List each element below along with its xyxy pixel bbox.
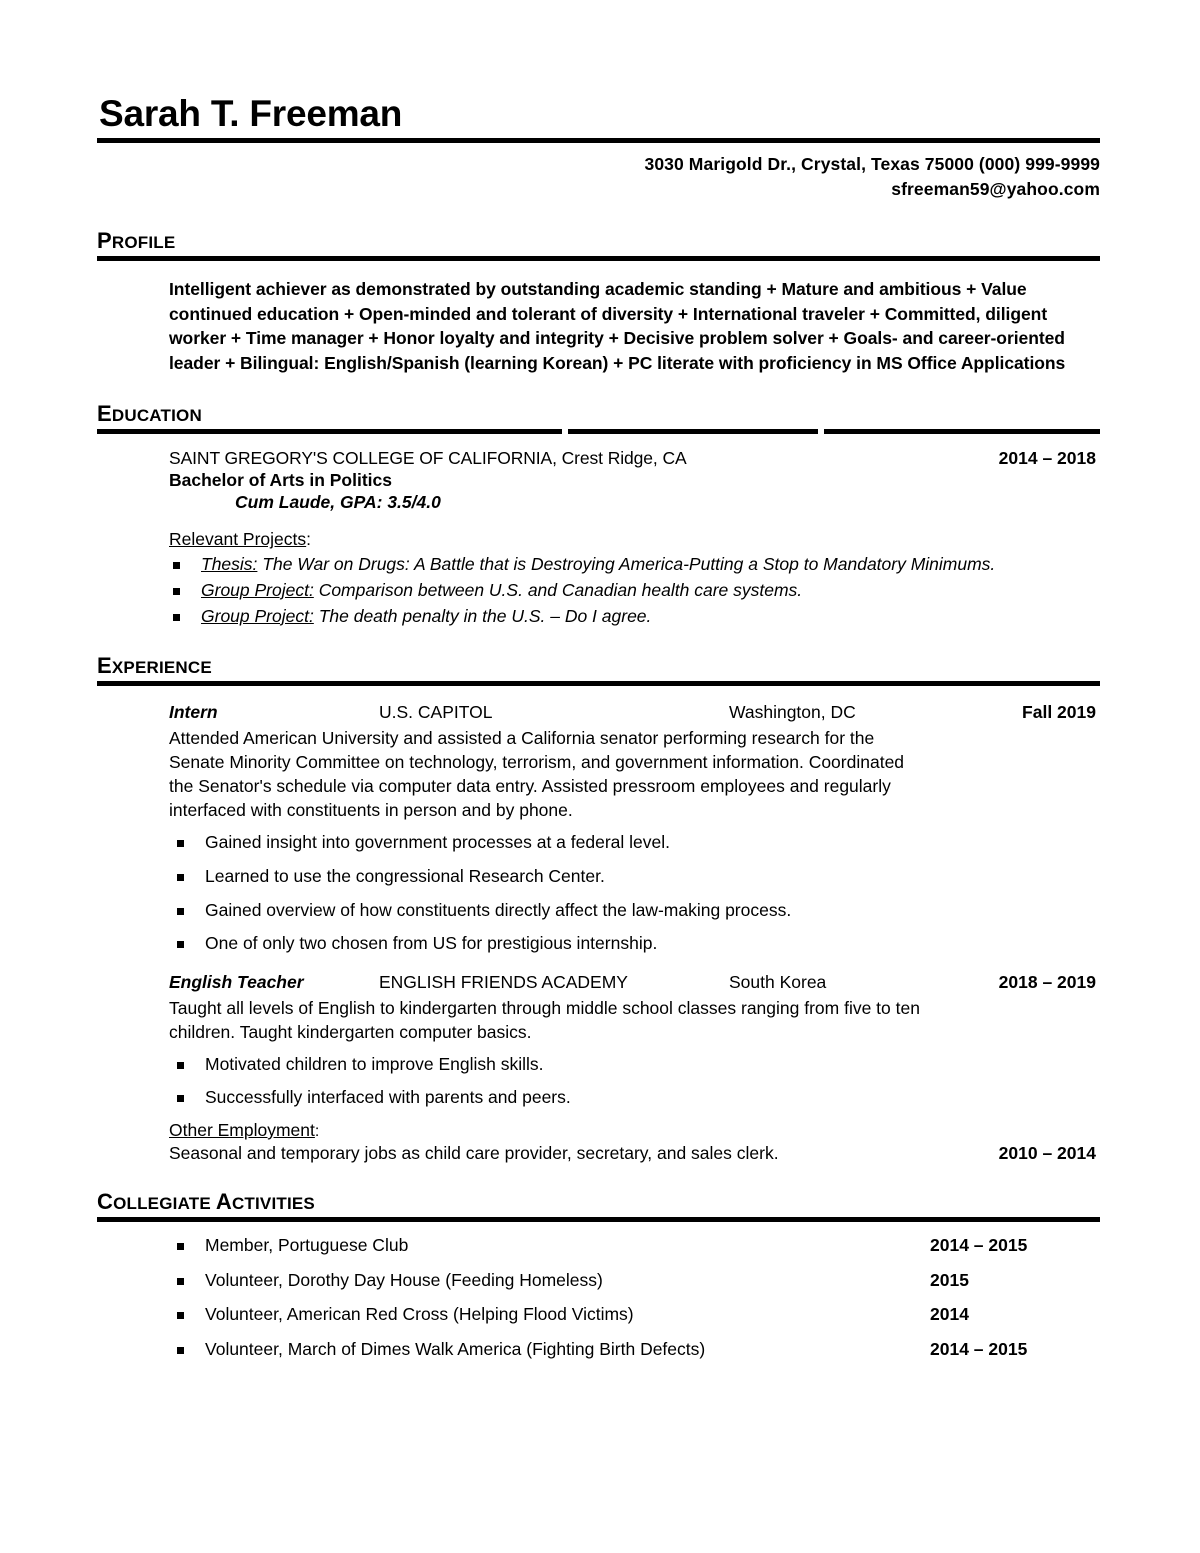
section-education <box>97 402 1100 628</box>
experience-job-title: Intern <box>169 702 218 723</box>
contact-block <box>97 152 1100 203</box>
experience-bullets <box>97 831 1100 956</box>
experience-entry-header <box>169 702 1096 723</box>
list-item: Successfully interfaced with parents and peers. <box>173 1086 1100 1110</box>
profile-divider <box>97 256 1100 261</box>
section-profile <box>97 229 1100 377</box>
experience-bullets <box>97 1053 1100 1110</box>
relevant-projects-heading: Relevant Projects: <box>169 529 312 550</box>
activity-date: 2015 <box>930 1269 969 1290</box>
project-tag: Group Project: <box>201 605 314 626</box>
education-school: SAINT GREGORY'S COLLEGE OF CALIFORNIA, Crest Ridge, CA <box>169 448 687 469</box>
experience-location: Washington, DC <box>729 702 856 723</box>
resume-header <box>97 95 1100 203</box>
experience-description: Taught all levels of English to kindergarten through middle school classes ranging from five to ten children. Taught kindergarten computer basics. <box>169 997 920 1042</box>
list-item <box>173 1303 1100 1327</box>
experience-dates: 2018 – 2019 <box>998 971 1096 992</box>
list-item <box>173 1234 1100 1258</box>
activity-label: Volunteer, American Red Cross (Helping Flood Victims) <box>205 1304 634 1325</box>
experience-organization: U.S. CAPITOL <box>379 702 493 723</box>
education-entry-header <box>169 448 1096 469</box>
list-item <box>169 553 1100 577</box>
project-text: The death penalty in the U.S. – Do I agree. <box>313 605 652 626</box>
project-text: Comparison between U.S. and Canadian health care systems. <box>313 579 803 600</box>
list-item: Gained insight into government processes at a federal level. <box>173 831 1100 855</box>
list-item: Learned to use the congressional Research Center. <box>173 865 1100 889</box>
education-degree: Bachelor of Arts in Politics <box>169 470 393 491</box>
activity-label: Volunteer, March of Dimes Walk America (Fighting Birth Defects) <box>205 1339 706 1360</box>
activity-date: 2014 <box>930 1304 969 1325</box>
activity-label: Volunteer, Dorothy Day House (Feeding Homeless) <box>205 1269 603 1290</box>
activity-date: 2014 – 2015 <box>930 1339 1028 1360</box>
header-divider <box>97 138 1100 143</box>
list-item: Motivated children to improve English skills. <box>173 1053 1100 1077</box>
section-title-experience: EXPERIENCE <box>97 653 212 679</box>
candidate-name: Sarah T. Freeman <box>99 93 403 134</box>
other-employment-row <box>169 1143 1096 1164</box>
experience-organization: ENGLISH FRIENDS ACADEMY <box>379 971 628 992</box>
experience-dates: Fall 2019 <box>1022 702 1096 723</box>
activities-divider <box>97 1217 1100 1222</box>
education-divider <box>97 429 1100 434</box>
project-tag: Group Project: <box>201 579 314 600</box>
other-employment-label: Other Employment <box>169 1119 315 1140</box>
activities-list <box>97 1234 1100 1362</box>
other-employment-text: Seasonal and temporary jobs as child care provider, secretary, and sales clerk. <box>169 1142 779 1163</box>
experience-description: Attended American University and assisted a California senator performing research for the Senate Minority Committee on technology, terrorism, and government information. Coordinated the Senator's schedule via computer data entry. Assisted pressroom employees and regularly interfaced with constituents in person and by phone. <box>169 728 905 821</box>
section-title-education: EDUCATION <box>97 401 202 427</box>
list-item: Gained overview of how constituents directly affect the law-making process. <box>173 899 1100 923</box>
relevant-projects-list <box>97 553 1100 628</box>
other-employment-heading: Other Employment: <box>169 1119 320 1140</box>
experience-job-title: English Teacher <box>169 971 304 992</box>
activity-label: Member, Portuguese Club <box>205 1235 409 1256</box>
list-item <box>169 579 1100 603</box>
experience-entry-header <box>169 972 1096 993</box>
project-text: The War on Drugs: A Battle that is Destroying America-Putting a Stop to Mandatory Minimums. <box>257 554 996 575</box>
relevant-projects-label: Relevant Projects <box>169 529 307 550</box>
profile-text: Intelligent achiever as demonstrated by outstanding academic standing + Mature and ambitious + Value continued education + Open-minded and tolerant of diversity + International traveler + Committed, diligent worker + Time manager + Honor loyalty and integrity + Decisive problem solver + Goals- and career-oriented leader + Bilingual: English/Spanish (learning Korean) + PC literate with proficiency in MS Office Applications <box>169 278 1066 374</box>
contact-address: 3030 Marigold Dr., Crystal, Texas 75000 (000) 999-9999 <box>644 153 1100 174</box>
education-dates: 2014 – 2018 <box>998 448 1096 469</box>
list-item <box>169 605 1100 629</box>
section-experience <box>97 654 1100 1164</box>
section-title-profile: PROFILE <box>97 227 176 253</box>
project-tag: Thesis: <box>201 554 258 575</box>
experience-divider <box>97 681 1100 686</box>
contact-email: sfreeman59@yahoo.com <box>891 179 1100 200</box>
list-item <box>173 1269 1100 1293</box>
experience-location: South Korea <box>729 971 827 992</box>
list-item <box>173 1338 1100 1362</box>
list-item: One of only two chosen from US for prestigious internship. <box>173 932 1100 956</box>
section-title-activities: COLLEGIATE ACTIVITIES <box>97 1188 315 1214</box>
other-employment-dates: 2010 – 2014 <box>998 1142 1096 1163</box>
activity-date: 2014 – 2015 <box>930 1235 1028 1256</box>
education-honors: Cum Laude, GPA: 3.5/4.0 <box>235 492 441 513</box>
section-collegiate-activities <box>97 1190 1100 1362</box>
